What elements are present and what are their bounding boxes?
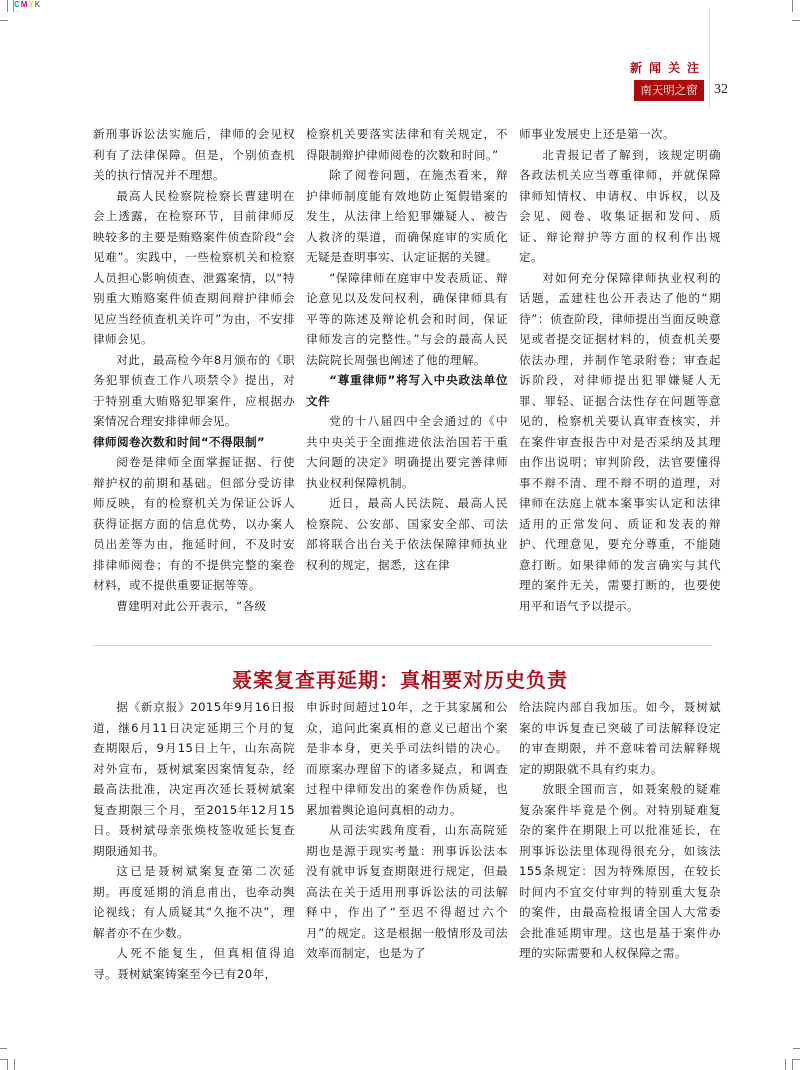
section-tag: 新闻关注	[630, 61, 707, 75]
article1-column-2	[306, 124, 508, 575]
subheading: 律师阅卷次数和时间“不得限制”	[93, 434, 265, 449]
crop-mark-top-right-h	[792, 20, 800, 21]
section-divider	[92, 645, 712, 646]
paragraph: 对如何充分保障律师执业权利的话题，孟建柱也公开表达了他的“期待”：侦查阶段，律师提出当面反映意见或者提交证据材料的，侦查机关要依法办理，并制作笔录附卷；审查起诉阶段，对律师提出犯罪嫌疑人无罪、罪轻、证据合法性存在问题等意见的，检察机关要认真审查核实，并在案件审查报告中对是否采纳及其理由作出说明；审判阶段，法官要懂得事不辩不清、理不辩不明的道理，对律师在法庭上就本案事实认定和法律适用的正常发问、质证和发表的辩护、代理意见，要充分尊重，不能随意打断。如果律师的发言确实与其代理的案件无关，需要打断的，也要使用平和语气予以提示。	[519, 270, 721, 613]
paragraph: 阅卷是律师全面掌握证据、行使辩护权的前期和基础。但部分受访律师反映，有的检察机关为保证公诉人获得证据方面的信息优势，以办案人员出差等为由，拖延时间，不及时安排律师阅卷；有的不提供完整的案卷材料，或不提供重要证据等等。	[93, 455, 295, 592]
crop-mark-top-left-v	[7, 0, 8, 12]
article2-column-2	[306, 697, 508, 964]
paragraph: 党的十八届四中全会通过的《中共中央关于全面推进依法治国若干重大问题的决定》明确提出要完善律师执业权利保障机制。	[306, 414, 508, 490]
header-vertical-rule	[709, 8, 710, 108]
cmyk-k: K	[34, 0, 42, 9]
paragraph: 除了阅卷问题，在施杰看来，辩护律师制度能有效地防止冤假错案的发生，从法律上给犯罪嫌疑人、被告人救济的渠道，而确保庭审的实质化无疑是查明事实、认定证据的关键。	[306, 168, 508, 264]
paragraph: 申诉时间超过10年，之于其家属和公众，追问此案真相的意义已超出个案是非本身，更关乎司法纠错的决心。而原案办理留下的诸多疑点，和调查过程中律师发出的案卷作伪质疑，也累加着舆论追问真相的动力。	[306, 700, 508, 817]
paragraph: 从司法实践角度看，山东高院延期也是源于现实考量：刑事诉讼法本没有就申诉复查期限进行规定，但最高法在关于适用刑事诉讼法的司法解释中，作出了“至迟不得超过六个月”的规定。这是根据一般情形及司法效率而制定，也是为了	[306, 823, 508, 960]
paragraph: 曹建明对此公开表示，“各级	[116, 598, 267, 613]
paragraph: 人死不能复生，但真相值得追寻。聂树斌案铸案至今已有20年，	[93, 946, 295, 981]
paragraph: 最高人民检察院检察长曹建明在会上透露，在检察环节，目前律师反映较多的主要是贿赂案件侦查阶段“会见难”。实践中，一些检察机关和检察人员担心影响侦查、泄露案情，以“特别重大贿赂案件侦查期间辩护律师会见应当经侦查机关许可”为由，不安排律师会见。	[93, 188, 295, 346]
article2-headline: 聂案复查再延期：真相要对历史负责	[232, 668, 568, 692]
cmyk-y: Y	[28, 0, 35, 9]
cmyk-m: M	[20, 0, 29, 9]
paragraph: 师事业发展史上还是第一次。	[519, 127, 675, 141]
paragraph: 新刑事诉讼法实施后，律师的会见权利有了法律保障。但是，个别侦查机关的执行情况并不理想。	[93, 127, 295, 182]
crop-mark-bottom-right-h1	[793, 1048, 800, 1049]
paragraph: 据《新京报》2015年9月16日报道，继6月11日决定延期三个月的复查期限后，9月15日上午，山东高院对外宣布，聂树斌案因案情复杂，经最高法批准，决定再次延长聂树斌案复查期限三个月，至2015年12月15日。聂树斌母亲张焕枝签收延长复查期限通知书。	[93, 700, 295, 858]
crop-mark-bottom-left-v2	[14, 1059, 15, 1070]
paragraph: 对此，最高检今年8月颁布的《职务犯罪侦查工作八项禁令》提出，对于特别重大贿赂犯罪案件，应根据办案情况合理安排律师会见。	[93, 352, 295, 428]
crop-mark-bottom-right-v1	[785, 1059, 786, 1070]
subheading: “尊重律师”将写入中央政法单位文件	[306, 373, 508, 408]
crop-mark-bottom-left-h2	[0, 1059, 7, 1060]
cmyk-color-bar	[14, 0, 41, 9]
article1-column-3	[519, 124, 721, 616]
paragraph: 这已是聂树斌案复查第二次延期。再度延期的消息甫出，也牵动舆论视线；有人质疑其“久拖不决”，理解者亦不在少数。	[93, 864, 295, 940]
crop-mark-top-left-h	[0, 20, 8, 21]
crop-mark-bottom-right-v2	[792, 1059, 793, 1070]
article2-column-3	[519, 697, 721, 964]
crop-mark-top-right-v	[792, 0, 793, 12]
article2-column-1	[93, 697, 295, 984]
page-number: 32	[714, 82, 728, 97]
paragraph: “保障律师在庭审中发表质证、辩论意见以及发问权利，确保律师具有平等的陈述及辩论机会和时间，保证律师发言的完整性。”与会的最高人民法院院长周强也阐述了他的理解。	[306, 270, 508, 367]
paragraph: 近日，最高人民法院、最高人民检察院、公安部、国家安全部、司法部将联合出台关于依法保障律师执业权利的规定，据悉，这在律	[306, 496, 508, 572]
paragraph: 检察机关要落实法律和有关规定，不得限制辩护律师阅卷的次数和时间。”	[306, 127, 508, 162]
paragraph: 放眼全国而言，如聂案般的疑难复杂案件毕竟是个例。对特别疑难复杂的案件在期限上可以批准延长，在刑事诉讼法里体现得很充分，如该法155条规定：因为特殊原因，在较长时间内不宜交付审判的特别重大复杂的案件，由最高检报请全国人大常委会批准延期审理。这也是基于案件办理的实际需要和人权保障之需。	[519, 782, 721, 960]
paragraph: 北青报记者了解到，该规定明确各政法机关应当尊重律师，并就保障律师知情权、申请权、申诉权，以及会见、阅卷、收集证据和发问、质证、辩论辩护等方面的权利作出规定。	[519, 147, 721, 264]
column-badge: 南天明之窗	[634, 80, 704, 101]
paragraph: 给法院内部自我加压。如今，聂树斌案的申诉复查已突破了司法解释设定的审查期限，并不意味着司法解释规定的期限就不具有约束力。	[519, 700, 721, 776]
crop-mark-bottom-left-h1	[0, 1048, 7, 1049]
crop-mark-bottom-right-h2	[793, 1059, 800, 1060]
article1-column-1	[93, 124, 295, 616]
crop-mark-bottom-left-v1	[7, 1059, 8, 1070]
cmyk-c: C	[14, 0, 21, 9]
